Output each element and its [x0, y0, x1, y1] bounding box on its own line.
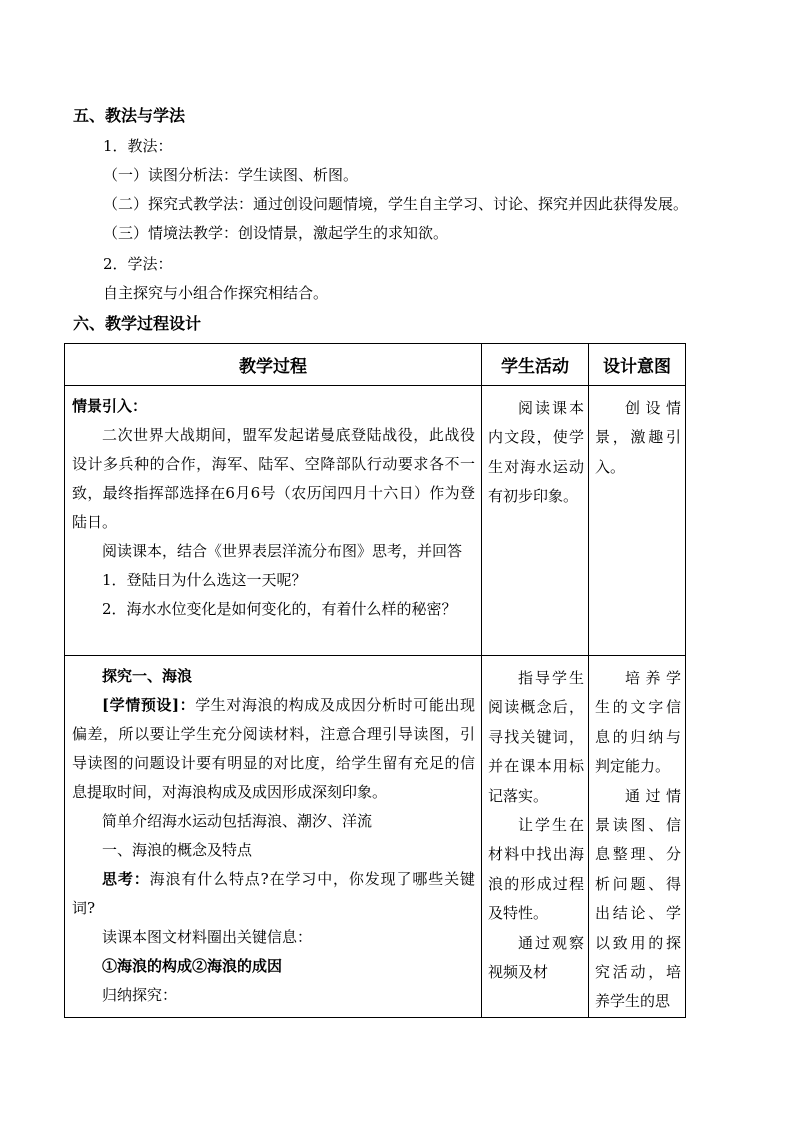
- row2-intent-cell: [589, 656, 686, 1018]
- row2-points: ①海浪的构成②海浪的成因: [102, 957, 283, 975]
- row2-sub1: 一、海浪的概念及特点: [102, 841, 253, 859]
- table-row: [65, 656, 686, 1018]
- method-one: （一）读图分析法：学生读图、析图。: [103, 166, 359, 184]
- method-three: （三）情境法教学：创设情景，激起学生的求知欲。: [103, 224, 449, 242]
- row2-intent1: 培养学生的文字信息的归纳与判定能力。: [595, 669, 681, 776]
- teaching-method-label: 1．教法：: [103, 137, 173, 155]
- row1-para2: 阅读课本，结合《世界表层洋流分布图》思考，并回答: [102, 542, 463, 560]
- table-row: [65, 386, 686, 656]
- row1-process-cell: [65, 386, 482, 656]
- row1-activity: 阅读课本内文段，使学生对海水运动有初步印象。: [488, 399, 584, 506]
- row1-activity-cell: [482, 386, 589, 656]
- row2-title: 探究一、海浪: [102, 667, 193, 685]
- row2-activity-cell: [482, 656, 589, 1018]
- row2-activity1: 指导学生阅读概念后，寻找关键词，并在课本用标记落实。: [488, 669, 584, 805]
- lesson-process-table: [64, 343, 686, 1018]
- row2-preset-text: 学生对海浪的构成及成因分析时可能出现偏差，所以要让学生充分阅读材料，注意合理引导读图，引导读图的问题设计要有明显的对比度，给学生留有充足的信息提取时间，对海浪构成及成因形成深刻印象。: [72, 696, 475, 801]
- row2-intro: 简单介绍海水运动包括海浪、潮汐、洋流: [102, 812, 373, 830]
- header-teaching-process: 教学过程: [65, 344, 482, 386]
- method-two: （二）探究式教学法：通过创设问题情境，学生自主学习、讨论、探究并因此获得发展。: [103, 195, 689, 213]
- row1-question1: 1．登陆日为什么选这一天呢？: [102, 571, 307, 589]
- row1-intent: 创设情景，激趣引入。: [595, 399, 681, 476]
- learning-method-text: 自主探究与小组合作探究相结合。: [103, 284, 329, 302]
- row2-think-label: 思考：: [102, 870, 150, 888]
- header-student-activity: 学生活动: [482, 344, 589, 386]
- row1-title: 情景引入：: [72, 397, 148, 415]
- header-design-intent: 设计意图: [589, 344, 686, 386]
- row2-activity3: 通过观察视频及材: [488, 933, 584, 982]
- section6-title: 六、教学过程设计: [73, 314, 202, 333]
- row2-summary: 归纳探究：: [102, 986, 178, 1004]
- row1-question2: 2．海水水位变化是如何变化的，有着什么样的秘密？: [102, 600, 457, 618]
- row2-think-text: 海浪有什么特点?在学习中，你发现了哪些关键词?: [72, 870, 475, 917]
- row2-read: 读课本图文材料圈出关键信息：: [102, 928, 313, 946]
- row2-activity2: 让学生在材料中找出海浪的形成过程及特性。: [488, 816, 584, 923]
- row1-para1: 二次世界大战期间，盟军发起诺曼底登陆战役，此战役设计多兵种的合作，海军、陆军、空降部队行动要求各不一致，最终指挥部选择在6月6号（农历闰四月十六日）作为登陆日。: [72, 426, 475, 531]
- learning-method-label: 2．学法：: [103, 255, 173, 273]
- section5-title: 五、教法与学法: [73, 106, 186, 125]
- row2-intent2: 通过情景读图、信息整理、分析问题、得出结论、学以致用的探究活动，培养学生的思: [595, 786, 681, 1011]
- row2-preset-label: [学情预设]：: [102, 696, 196, 714]
- table-header-row: [65, 344, 686, 386]
- row1-intent-cell: [589, 386, 686, 656]
- row2-process-cell: [65, 656, 482, 1018]
